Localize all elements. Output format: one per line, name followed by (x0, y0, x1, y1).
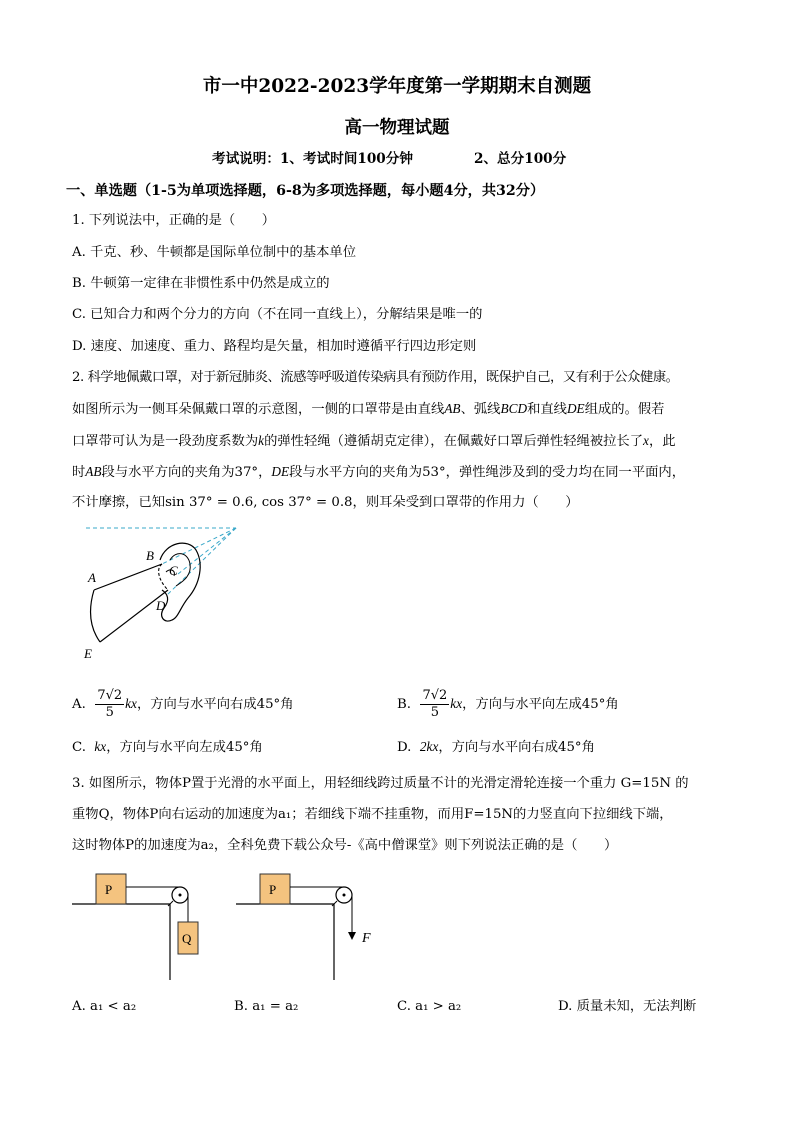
q2-option-d[interactable]: D. 2kx，方向与水平向右成45°角 (397, 739, 595, 755)
q2-stem-line1: 2. 科学地佩戴口罩，对于新冠肺炎、流感等呼吸道传染病具有预防作用，既保护自己，又有利于公众健康。 (72, 370, 679, 385)
label-p2: P (269, 882, 277, 897)
fraction-b: $\frac{7√2}{5}$ (422, 688, 448, 720)
q3-stem-line3: 这时物体P的加速度为a₂，全科免费下载公众号-《高中僧课堂》则下列说法正确的是（ ） (72, 838, 618, 853)
pulley-diagram-with-q (72, 868, 212, 980)
force-arrow-head (348, 932, 356, 940)
q3-stem-line1: 3. 如图所示，物体P置于光滑的水平面上，用轻细线跨过质量不计的光滑定滑轮连接一个重力 G=15N 的 (72, 776, 689, 791)
ear-mask-diagram (70, 520, 250, 665)
q3-option-b[interactable]: B. a₁ = a₂ (234, 999, 299, 1014)
pulley-diagram-with-force (236, 868, 386, 980)
q3-stem-line2: 重物Q，物体P向右运动的加速度为a₁；若细线下端不挂重物，而用F=15N的力竖直向下拉细线下端， (72, 807, 673, 822)
label-e: E (84, 646, 92, 661)
q2-stem-line4: 时AB段与水平方向的夹角为37°，DE段与水平方向的夹角为53°，弹性绳涉及到的受力均在同一平面内， (72, 464, 686, 480)
exam-note-score: 2、总分100分 (474, 151, 567, 167)
mask-edge (91, 590, 100, 642)
q1-stem: 1. 下列说法中，正确的是（ ） (72, 213, 276, 228)
q1-option-d[interactable]: D. 速度、加速度、重力、路程均是矢量，相加时遵循平行四边形定则 (72, 339, 477, 354)
q2-option-b[interactable]: B. $\frac{7√2}{5}$ kx，方向与水平向左成45°角 (397, 688, 619, 720)
exam-subtitle: 高一物理试题 (344, 118, 450, 138)
label-a: A (88, 570, 96, 585)
label-c: C (169, 563, 178, 578)
q2-stem-line5: 不计摩擦，已知sin 37° = 0.6, cos 37° = 0.8，则耳朵受到口罩带的作用力（ ） (72, 495, 579, 510)
q2-option-c[interactable]: C. kx，方向与水平向左成45°角 (72, 739, 263, 755)
q2-option-a[interactable]: A. $\frac{7√2}{5}$ kx，方向与水平向右成45°角 (72, 688, 294, 720)
label-p1: P (105, 882, 113, 897)
q2-stem-line2: 如图所示为一侧耳朵佩戴口罩的示意图，一侧的口罩带是由直线AB、弧线BCD和直线DE组成的。假若 (72, 401, 665, 417)
exam-note-time: 考试说明：1、考试时间100分钟 (212, 151, 413, 167)
strap-arc-bcd (159, 564, 168, 590)
section-heading-single-choice: 一、单选题（1-5为单项选择题，6-8为多项选择题，每小题4分，共32分） (66, 183, 545, 199)
q1-option-c[interactable]: C. 已知合力和两个分力的方向（不在同一直线上），分解结果是唯一的 (72, 307, 483, 322)
label-b: B (146, 548, 154, 563)
strap-line-ab (94, 564, 162, 590)
q3-option-c[interactable]: C. a₁ > a₂ (397, 999, 462, 1014)
q1-option-b[interactable]: B. 牛顿第一定律在非惯性系中仍然是成立的 (72, 276, 330, 291)
label-d: D (156, 598, 166, 613)
fraction-a: $\frac{7√2}{5}$ (97, 688, 123, 720)
exam-title: 市一中2022-2023学年度第一学期期末自测题 (202, 76, 592, 97)
label-f: F (362, 931, 371, 946)
q3-option-d[interactable]: D. 质量未知，无法判断 (558, 999, 697, 1014)
q1-option-a[interactable]: A. 千克、秒、牛顿都是国际单位制中的基本单位 (72, 245, 356, 260)
label-q: Q (182, 931, 192, 946)
q2-stem-line3: 口罩带可认为是一段劲度系数为k的弹性轻绳（遵循胡克定律），在佩戴好口罩后弹性轻绳被拉长了x，此 (72, 433, 676, 449)
dashed-line-c (178, 528, 236, 574)
q3-option-a[interactable]: A. a₁ < a₂ (72, 999, 137, 1014)
